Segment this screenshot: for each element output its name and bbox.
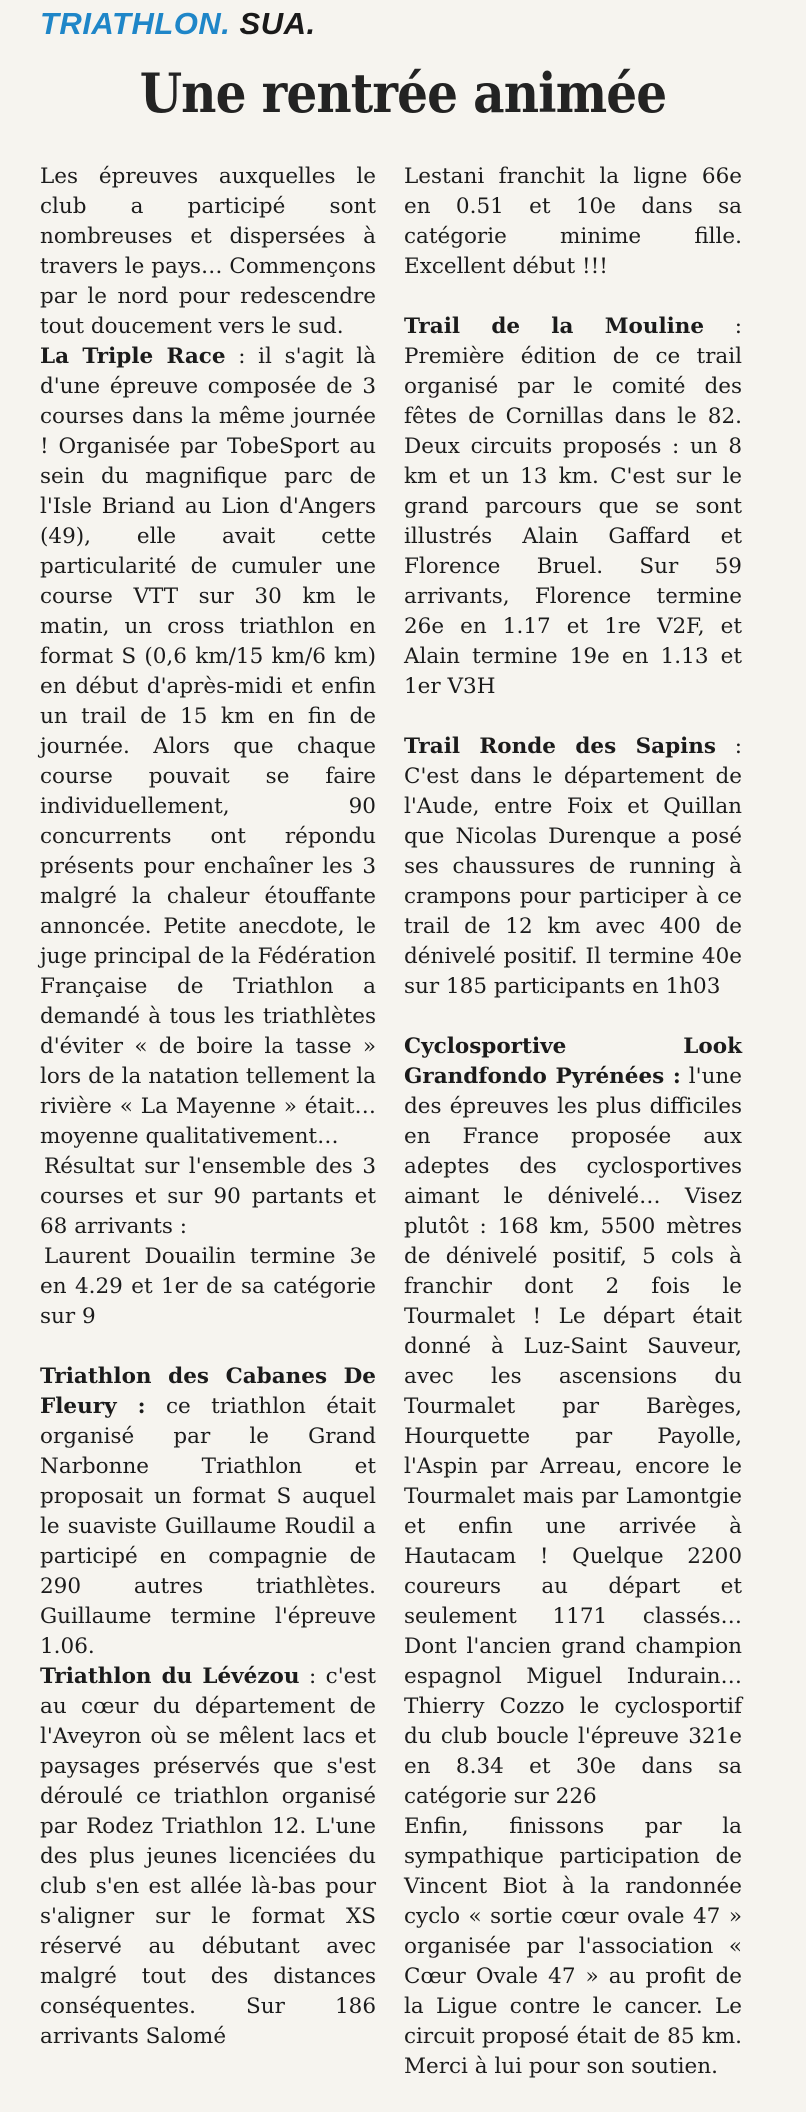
cabanes-body: ce triathlon était organisé par le Grand Narbonne Triathlon et proposait un format S auquel le suaviste Guillaume Roudil a participé en compagnie de 290 autres triathlètes. Guillaume termine l'épreuve 1.06.	[40, 1394, 377, 1659]
paragraph-spacer	[404, 1002, 742, 1032]
mouline-body: : Première édition de ce trail organisé par le comité des fêtes de Cornillas dans le 82. Deux circuits proposés : un 8 km et un 13 km. C'est sur le grand parcours que se sont illustrés Alain Gaffard et Florence Bruel. Sur 59 arrivants, Florence termine 26e en 1.17 et 1re V2F, et Alain termine 19e en 1.13 et 1er V3H	[404, 314, 743, 699]
club-name: SUA.	[239, 6, 316, 41]
mouline-paragraph	[404, 312, 742, 702]
paragraph-spacer	[404, 702, 742, 732]
article-column-right	[404, 162, 742, 2082]
triple-race-results-intro: Résultat sur l'ensemble des 3 courses et sur 90 partants et 68 arrivants :	[40, 1154, 376, 1239]
triple-race-result-laurent: Laurent Douailin termine 3e en 4.29 et 1er de sa catégorie sur 9	[40, 1244, 376, 1329]
article-column-left	[40, 162, 376, 2052]
section-kicker	[40, 6, 316, 42]
look-title: Cyclosportive Look Grandfondo Pyrénées :	[404, 1034, 742, 1089]
levezou-body: : c'est au cœur du département de l'Aveyron où se mêlent lacs et paysages préservés que s'est déroulé ce triathlon organisé par Rodez Triathlon 12. L'une des plus jeunes licenciées du club s'en est allée là-bas pour s'aligner sur le format XS réservé au débutant avec malgré tout des distances conséquentes. Sur 186 arrivants Salomé	[40, 1664, 376, 2049]
paragraph-spacer	[40, 1332, 376, 1362]
sapins-title: Trail Ronde des Sapins	[404, 734, 716, 759]
triple-race-title: La Triple Race	[40, 344, 226, 369]
triple-race-body: : il s'agit là d'une épreuve composée de 3 courses dans la même journée ! Organisée par TobeSport au sein du magnifique parc de l'Isle Briand au Lion d'Angers (49), elle avait cette particularité de cumuler une course VTT sur 30 km le matin, un cross triathlon en format S (0,6 km/15 km/6 km) en début d'après-midi et enfin un trail de 15 km en fin de journée. Alors que chaque course pouvait se faire individuellement, 90 concurrents ont répondu présents pour enchaîner les 3 malgré la chaleur étouffante annoncée. Petite anecdote, le juge principal de la Fédération Française de Triathlon a demandé à tous les triathlètes d'éviter « de boire la tasse » lors de la natation tellement la rivière « La Mayenne » était… moyenne qualitativement…	[40, 344, 377, 1149]
levezou-title: Triathlon du Lévézou	[40, 1664, 300, 1689]
section-name: TRIATHLON.	[40, 6, 231, 41]
cabanes-paragraph	[40, 1362, 376, 1662]
sapins-body: : C'est dans le département de l'Aude, entre Foix et Quillan que Nicolas Durenque a posé ses chaussures de running à crampons pour participer à ce trail de 12 km avec 400 de dénivelé positif. Il termine 40e sur 185 participants en 1h03	[404, 734, 742, 999]
levezou-continuation: Lestani franchit la ligne 66e en 0.51 et 10e dans sa catégorie minime fille. Excellent début !!!	[404, 164, 742, 279]
look-paragraph	[404, 1032, 742, 1812]
intro-paragraph: Les épreuves auxquelles le club a participé sont nombreuses et dispersées à travers le pays… Commençons par le nord pour redescendre tout doucement vers le sud.	[40, 164, 376, 339]
paragraph-spacer	[404, 282, 742, 312]
levezou-paragraph	[40, 1662, 376, 2052]
look-body: l'une des épreuves les plus difficiles en France proposée aux adeptes des cyclosportives aimant le dénivelé… Visez plutôt : 168 km, 5500 mètres de dénivelé positif, 5 cols à franchir dont 2 fois le Tourmalet ! Le départ était donné à Luz-Saint Sauveur, avec les ascensions du Tourmalet par Barèges, Hourquette par Payolle, l'Aspin par Arreau, encore le Tourmalet mais par Lamontgie et enfin une arrivée à Hautacam ! Quelque 2200 coureurs au départ et seulement 1171 classés… Dont l'ancien grand champion espagnol Miguel Indurain… Thierry Cozzo le cyclosportif du club boucle l'épreuve 321e en 8.34 et 30e dans sa catégorie sur 226	[404, 1064, 743, 1809]
mouline-title: Trail de la Mouline	[404, 314, 705, 339]
article-headline: Une rentrée animée	[139, 61, 667, 125]
closing-paragraph: Enfin, finissons par la sympathique participation de Vincent Biot à la randonnée cyclo « sortie cœur ovale 47 » organisée par l'association « Cœur Ovale 47 » au profit de la Ligue contre le cancer. Le circuit proposé était de 85 km. Merci à lui pour son soutien.	[404, 1814, 742, 2079]
sapins-paragraph	[404, 732, 742, 1002]
triple-race-paragraph	[40, 342, 376, 1152]
cabanes-title: Triathlon des Cabanes De Fleury :	[40, 1364, 376, 1419]
